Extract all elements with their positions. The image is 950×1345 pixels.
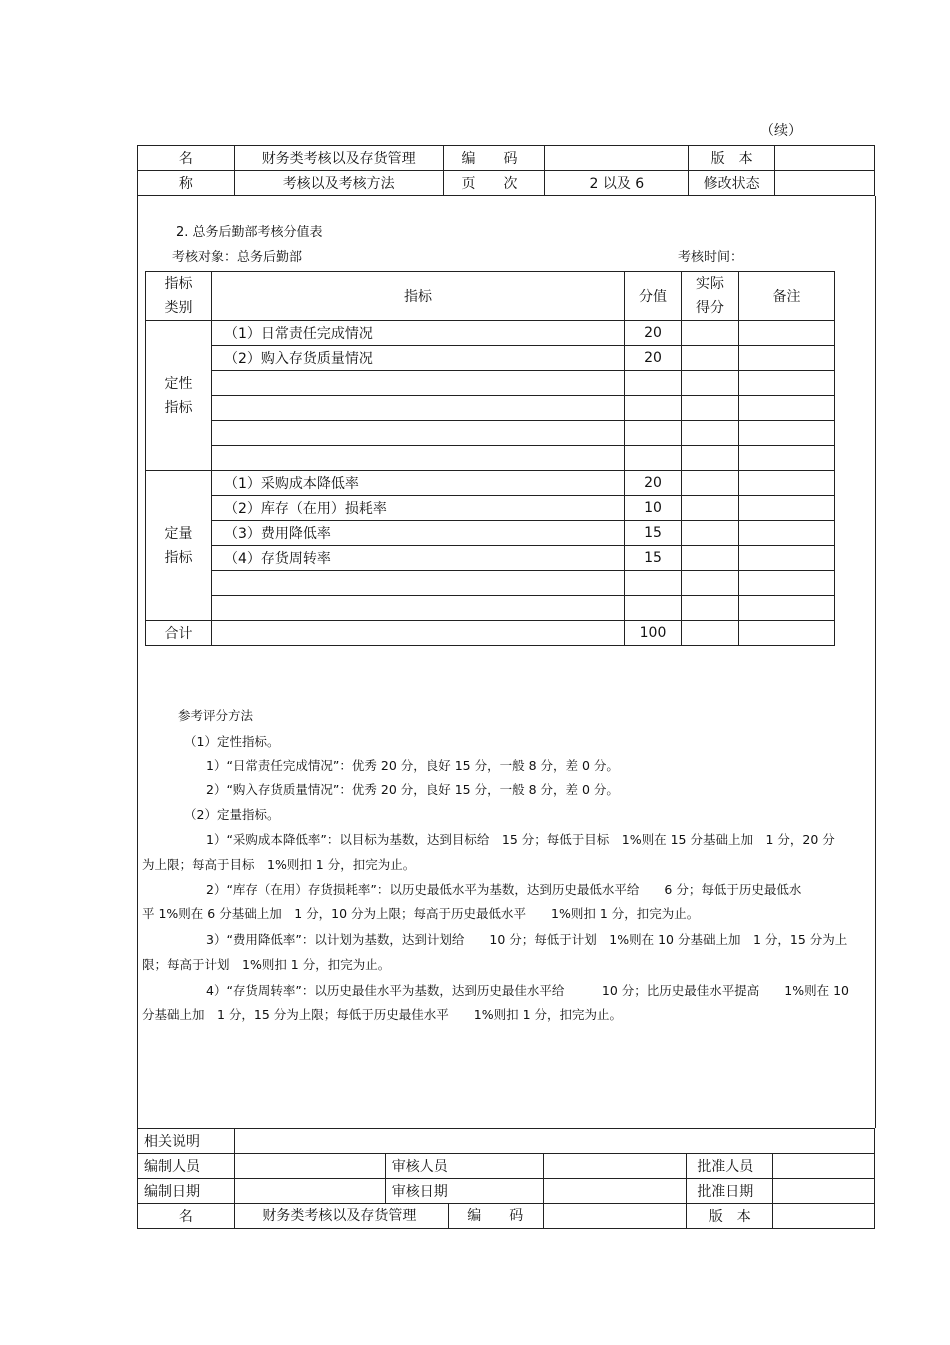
indicator-cell bbox=[212, 596, 625, 621]
actual-cell[interactable] bbox=[682, 421, 739, 446]
actual-cell[interactable] bbox=[682, 446, 739, 471]
score-cell bbox=[625, 421, 682, 446]
footer-name-label: 名 bbox=[138, 1204, 235, 1229]
table-row bbox=[146, 321, 835, 346]
note-cell[interactable] bbox=[739, 421, 835, 446]
total-indicator-cell bbox=[212, 621, 625, 646]
quantitative-rule-1-line-1: 1）“采购成本降低率”：以目标为基数，达到目标给 15 分；每低于目标 1%则在 15 分基础上加 1 分，20 分 bbox=[206, 832, 835, 847]
header-category-line-2: 类别 bbox=[164, 300, 193, 316]
header-actual-line-1: 实际 bbox=[696, 276, 724, 292]
header-note: 备注 bbox=[739, 272, 835, 321]
prepared-by-label: 编制人员 bbox=[138, 1154, 235, 1179]
table-row bbox=[146, 446, 835, 471]
indicator-cell: （1）采购成本降低率 bbox=[212, 471, 625, 496]
name-label-2: 称 bbox=[138, 171, 235, 196]
score-cell bbox=[625, 571, 682, 596]
quantitative-rule-1-line-2: 为上限；每高于目标 1%则扣 1 分，扣完为止。 bbox=[142, 857, 416, 872]
total-label: 合计 bbox=[146, 621, 212, 646]
qualitative-title: （1）定性指标。 bbox=[184, 734, 280, 749]
actual-cell[interactable] bbox=[682, 321, 739, 346]
continued-mark: （续） bbox=[760, 123, 802, 139]
footer-doc-title-text: 财务类考核以及存货管理 bbox=[262, 1208, 417, 1224]
note-cell[interactable] bbox=[739, 521, 835, 546]
name-label-1: 名 bbox=[138, 146, 235, 171]
score-cell: 20 bbox=[625, 321, 682, 346]
prepared-by-value[interactable] bbox=[234, 1154, 385, 1179]
related-notes-label: 相关说明 bbox=[138, 1129, 235, 1154]
revision-value bbox=[775, 171, 875, 196]
indicator-cell bbox=[212, 571, 625, 596]
actual-cell[interactable] bbox=[682, 471, 739, 496]
version-value bbox=[775, 146, 875, 171]
approved-date-label: 批准日期 bbox=[687, 1179, 773, 1204]
header-indicator: 指标 bbox=[212, 272, 625, 321]
approved-date-value[interactable] bbox=[773, 1179, 875, 1204]
footer-version-value bbox=[773, 1204, 875, 1229]
note-cell[interactable] bbox=[739, 496, 835, 521]
doc-title-line-1: 财务类考核以及存货管理 bbox=[234, 146, 443, 171]
code-value bbox=[545, 146, 689, 171]
document-footer-table bbox=[137, 1128, 875, 1229]
qualitative-label-2: 指标 bbox=[164, 399, 193, 416]
score-cell: 15 bbox=[625, 521, 682, 546]
assessment-target: 考核对象：总务后勤部 bbox=[172, 250, 303, 265]
indicator-cell bbox=[212, 446, 625, 471]
score-cell: 15 bbox=[625, 546, 682, 571]
actual-cell[interactable] bbox=[682, 396, 739, 421]
total-row bbox=[146, 621, 835, 646]
quantitative-label-2: 指标 bbox=[164, 549, 193, 566]
actual-cell[interactable] bbox=[682, 521, 739, 546]
footer-version-label: 版 本 bbox=[687, 1204, 773, 1229]
indicator-cell: （3）费用降低率 bbox=[212, 521, 625, 546]
related-notes-value[interactable] bbox=[234, 1129, 874, 1154]
code-label: 编 码 bbox=[443, 146, 545, 171]
score-cell bbox=[625, 596, 682, 621]
quantitative-label-1: 定量 bbox=[164, 525, 193, 542]
methods-title: 参考评分方法 bbox=[178, 708, 254, 723]
score-cell: 10 bbox=[625, 496, 682, 521]
table-row bbox=[146, 546, 835, 571]
table-row bbox=[146, 521, 835, 546]
actual-cell[interactable] bbox=[682, 496, 739, 521]
indicator-cell: （2）库存（在用）损耗率 bbox=[212, 496, 625, 521]
qualitative-rule-2: 2）“购入存货质量情况”：优秀 20 分，良好 15 分，一般 8 分，差 0 分。 bbox=[206, 782, 619, 797]
actual-cell[interactable] bbox=[682, 546, 739, 571]
footer-doc-title bbox=[234, 1204, 543, 1229]
note-cell[interactable] bbox=[739, 596, 835, 621]
note-cell[interactable] bbox=[739, 396, 835, 421]
page-value: 2 以及 6 bbox=[545, 171, 689, 196]
score-table-header bbox=[146, 272, 835, 321]
table-row bbox=[146, 571, 835, 596]
indicator-cell bbox=[212, 396, 625, 421]
prepared-date-label: 编制日期 bbox=[138, 1179, 235, 1204]
qualitative-label-1: 定性 bbox=[164, 375, 193, 392]
quantitative-rule-2-line-2: 平 1%则在 6 分基础上加 1 分，10 分为上限；每高于历史最低水平 1%则扣 1 分，扣完为止。 bbox=[142, 906, 700, 921]
table-row bbox=[146, 471, 835, 496]
quantitative-rule-4-line-2: 分基础上加 1 分，15 分为上限；每低于历史最佳水平 1%则扣 1 分，扣完为止。 bbox=[142, 1007, 623, 1022]
section-title: 2. 总务后勤部考核分值表 bbox=[176, 225, 323, 240]
version-label: 版 本 bbox=[689, 146, 775, 171]
quantitative-title: （2）定量指标。 bbox=[184, 807, 280, 822]
quantitative-rule-4-line-1: 4）“存货周转率”：以历史最佳水平为基数，达到历史最佳水平给 10 分；比历史最佳水平提高 1%则在 10 bbox=[206, 983, 849, 998]
note-cell[interactable] bbox=[739, 371, 835, 396]
reviewed-date-value[interactable] bbox=[543, 1179, 687, 1204]
indicator-cell bbox=[212, 421, 625, 446]
total-actual-cell[interactable] bbox=[682, 621, 739, 646]
quantitative-rule-3-line-1: 3）“费用降低率”：以计划为基数，达到计划给 10 分；每低于计划 1%则在 10 分基础上加 1 分，15 分为上 bbox=[206, 932, 848, 947]
doc-title-line-2: 考核以及考核方法 bbox=[234, 171, 443, 196]
note-cell[interactable] bbox=[739, 321, 835, 346]
actual-cell[interactable] bbox=[682, 346, 739, 371]
approved-by-label: 批准人员 bbox=[687, 1154, 773, 1179]
score-cell bbox=[625, 371, 682, 396]
assessment-time: 考核时间： bbox=[678, 250, 744, 265]
actual-cell[interactable] bbox=[682, 371, 739, 396]
score-cell: 20 bbox=[625, 346, 682, 371]
reviewed-by-value[interactable] bbox=[543, 1154, 687, 1179]
table-row bbox=[146, 346, 835, 371]
quantitative-rule-3-line-2: 限；每高于计划 1%则扣 1 分，扣完为止。 bbox=[142, 957, 391, 972]
indicator-cell: （1）日常责任完成情况 bbox=[212, 321, 625, 346]
header-score: 分值 bbox=[625, 272, 682, 321]
table-row bbox=[146, 371, 835, 396]
prepared-date-value[interactable] bbox=[234, 1179, 385, 1204]
actual-cell[interactable] bbox=[682, 571, 739, 596]
header-category-line-1: 指标 bbox=[164, 276, 193, 292]
table-row bbox=[146, 596, 835, 621]
document-header-table bbox=[137, 145, 875, 196]
quantitative-category bbox=[146, 471, 212, 621]
header-actual-line-2: 得分 bbox=[696, 300, 724, 316]
header-actual bbox=[682, 272, 739, 321]
indicator-cell: （4）存货周转率 bbox=[212, 546, 625, 571]
page-label: 页 次 bbox=[443, 171, 545, 196]
footer-code-value bbox=[543, 1204, 687, 1229]
note-cell[interactable] bbox=[739, 346, 835, 371]
note-cell[interactable] bbox=[739, 571, 835, 596]
score-cell bbox=[625, 396, 682, 421]
note-cell[interactable] bbox=[739, 471, 835, 496]
score-cell bbox=[625, 446, 682, 471]
approved-by-value[interactable] bbox=[773, 1154, 875, 1179]
score-cell: 20 bbox=[625, 471, 682, 496]
reviewed-date-label: 审核日期 bbox=[385, 1179, 543, 1204]
indicator-cell bbox=[212, 371, 625, 396]
footer-code-label: 编 码 bbox=[448, 1204, 523, 1228]
qualitative-category bbox=[146, 321, 212, 471]
score-table bbox=[145, 271, 835, 646]
total-score: 100 bbox=[625, 621, 682, 646]
table-row bbox=[146, 421, 835, 446]
reviewed-by-label: 审核人员 bbox=[385, 1154, 543, 1179]
total-note-cell[interactable] bbox=[739, 621, 835, 646]
revision-label: 修改状态 bbox=[689, 171, 775, 196]
table-row bbox=[146, 396, 835, 421]
note-cell[interactable] bbox=[739, 446, 835, 471]
note-cell[interactable] bbox=[739, 546, 835, 571]
table-row bbox=[146, 496, 835, 521]
indicator-cell: （2）购入存货质量情况 bbox=[212, 346, 625, 371]
quantitative-rule-2-line-1: 2）“库存（在用）存货损耗率”：以历史最低水平为基数，达到历史最低水平给 6 分；每低于历史最低水 bbox=[206, 882, 802, 897]
actual-cell[interactable] bbox=[682, 596, 739, 621]
qualitative-rule-1: 1）“日常责任完成情况”：优秀 20 分，良好 15 分，一般 8 分，差 0 分。 bbox=[206, 758, 619, 773]
header-category bbox=[146, 272, 212, 321]
